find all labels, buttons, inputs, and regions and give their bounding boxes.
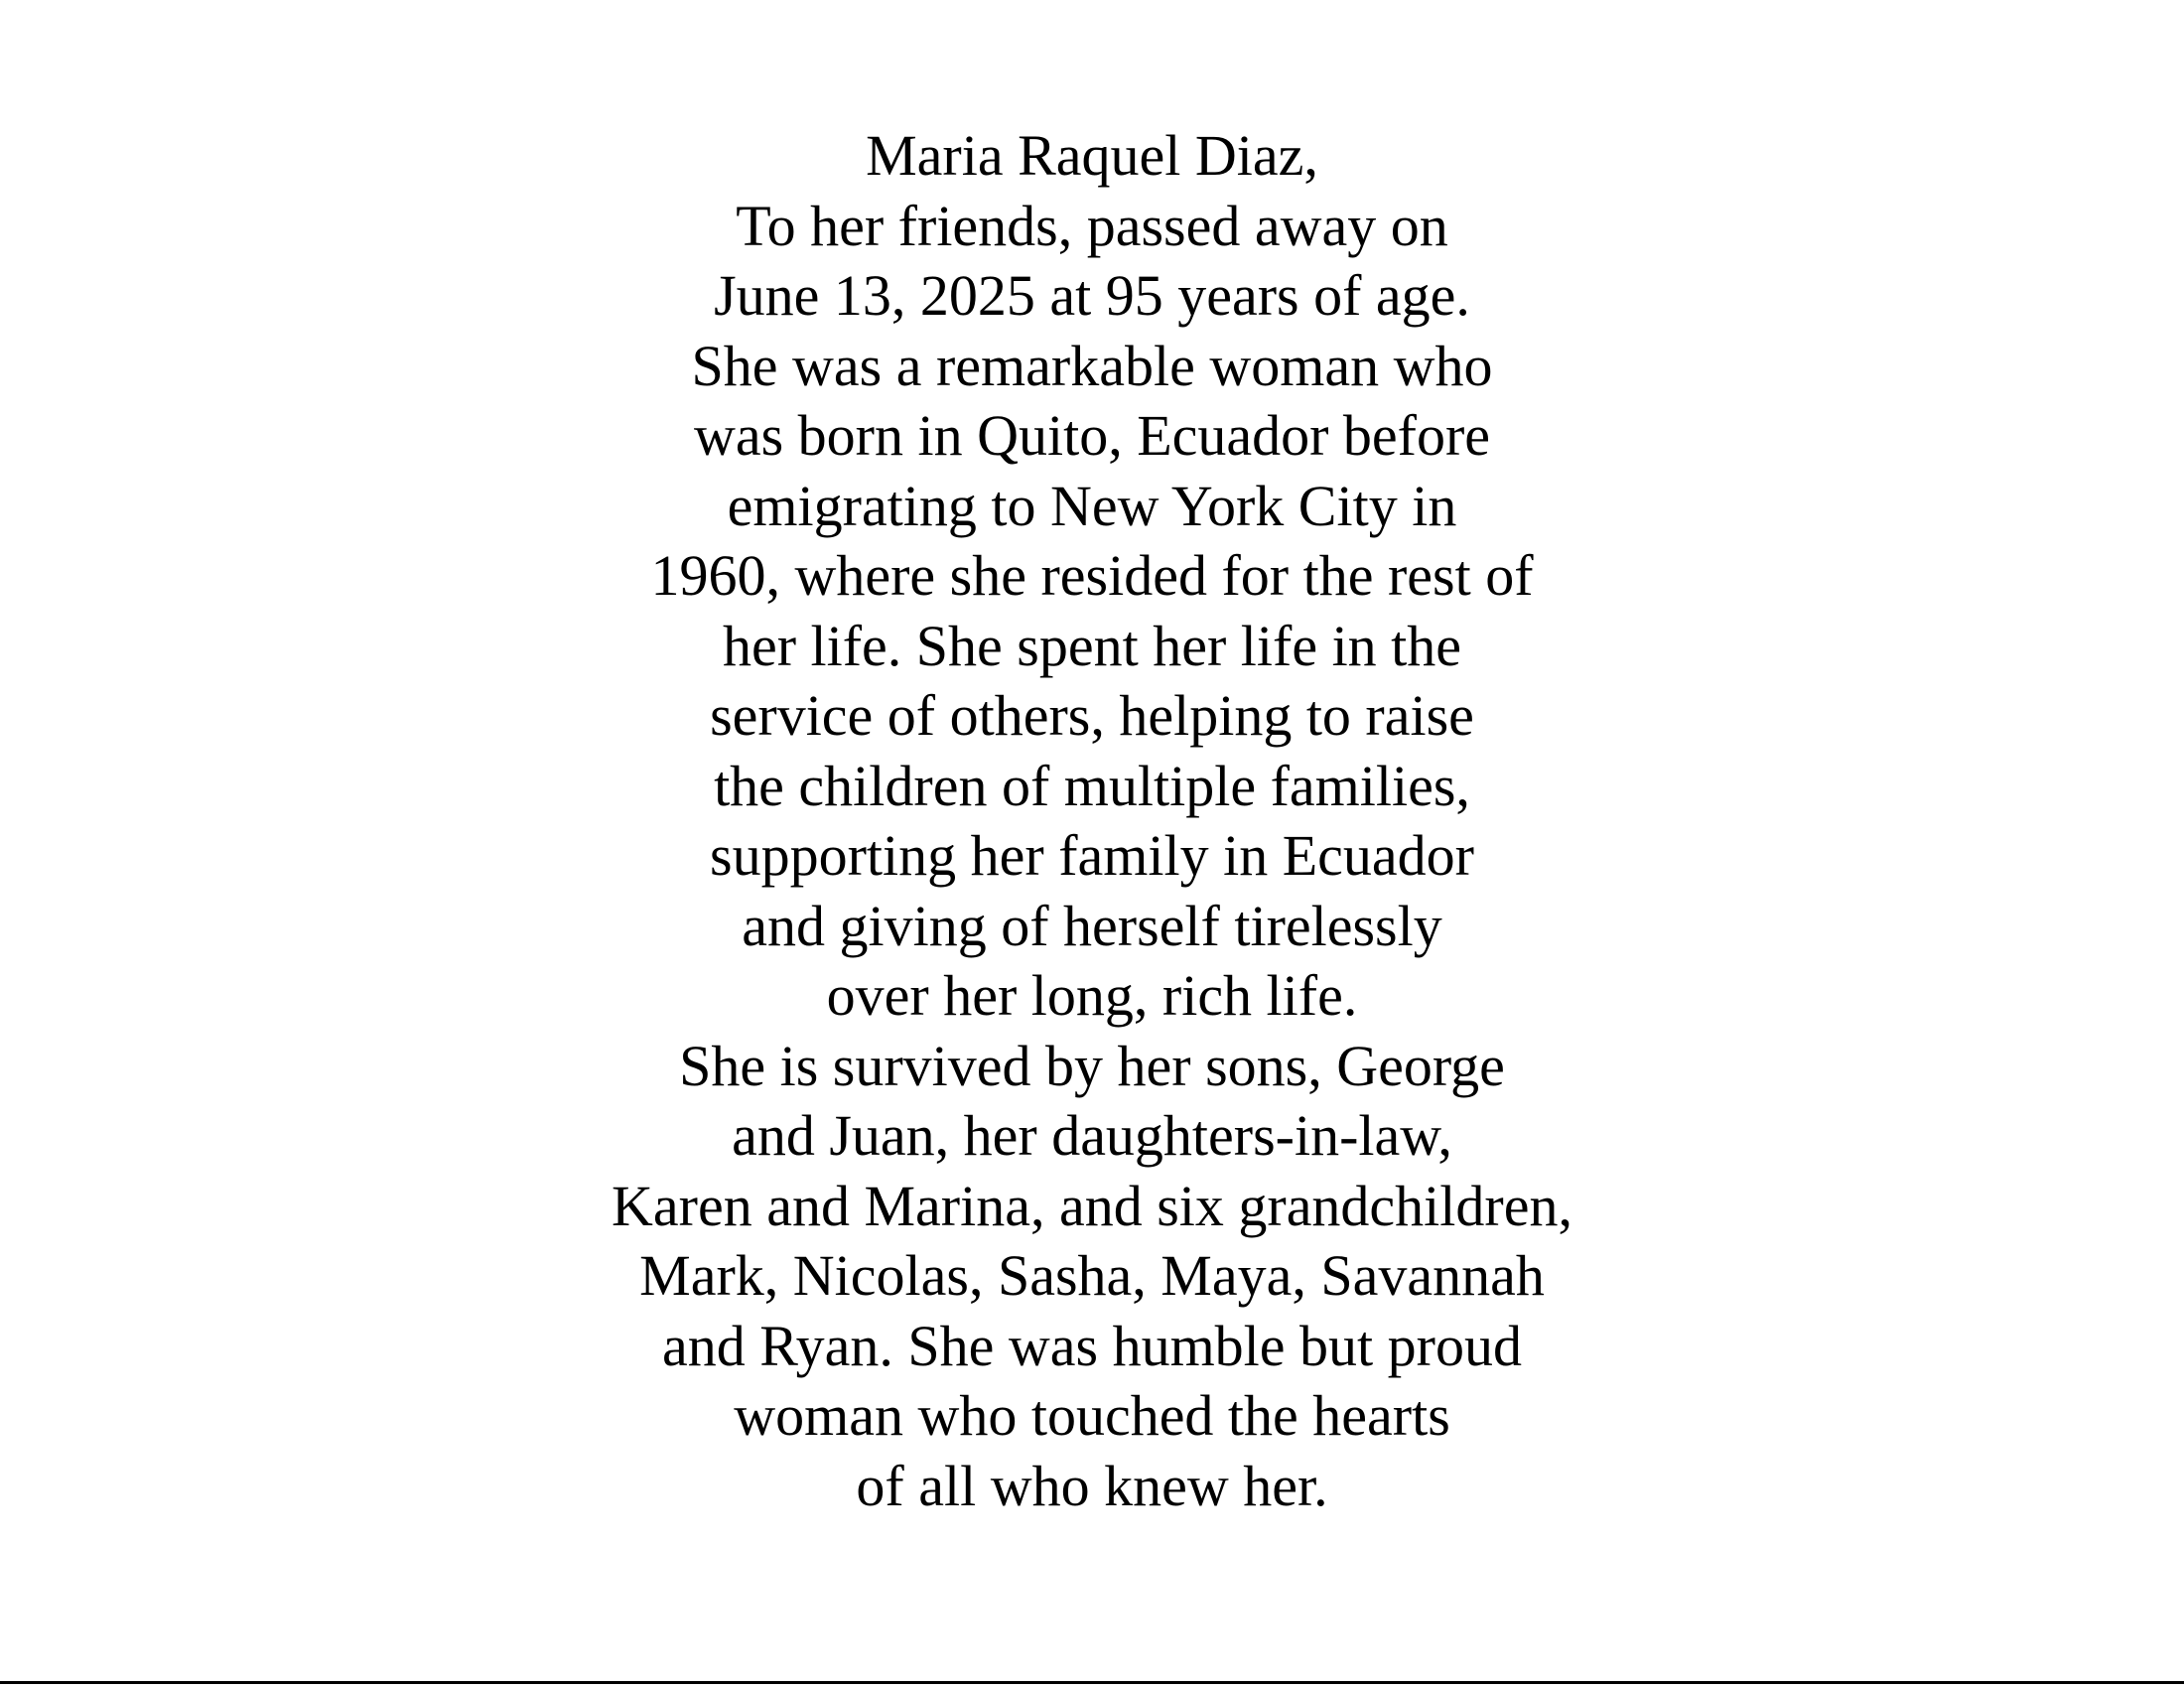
obituary-line: was born in Quito, Ecuador before [693,403,1491,468]
obituary-line: and Juan, her daughters-in-law, [732,1103,1452,1168]
obituary-line: Karen and Marina, and six grandchildren, [612,1173,1572,1238]
obituary-line: emigrating to New York City in [727,473,1457,538]
obituary-line: her life. She spent her life in the [722,613,1462,678]
obituary-line: supporting her family in Ecuador [710,823,1474,888]
obituary-line: and Ryan. She was humble but proud [662,1313,1522,1378]
obituary-line: over her long, rich life. [826,963,1358,1028]
obituary-line: She was a remarkable woman who [691,333,1493,398]
obituary-line: and giving of herself tirelessly [742,893,1442,958]
obituary-line: of all who knew her. [856,1453,1328,1518]
obituary-line: Maria Raquel Diaz, [866,123,1318,188]
bottom-divider [0,1681,2184,1684]
obituary-line: the children of multiple families, [714,753,1470,818]
obituary-line: To her friends, passed away on [736,193,1448,258]
obituary-line: 1960, where she resided for the rest of [650,543,1534,608]
obituary-line: service of others, helping to raise [710,683,1474,748]
obituary-line: June 13, 2025 at 95 years of age. [714,263,1470,328]
obituary-text [0,121,2184,1521]
obituary-line: woman who touched the hearts [734,1383,1450,1448]
obituary-line: Mark, Nicolas, Sasha, Maya, Savannah [639,1243,1545,1308]
obituary-line: She is survived by her sons, George [679,1033,1505,1098]
